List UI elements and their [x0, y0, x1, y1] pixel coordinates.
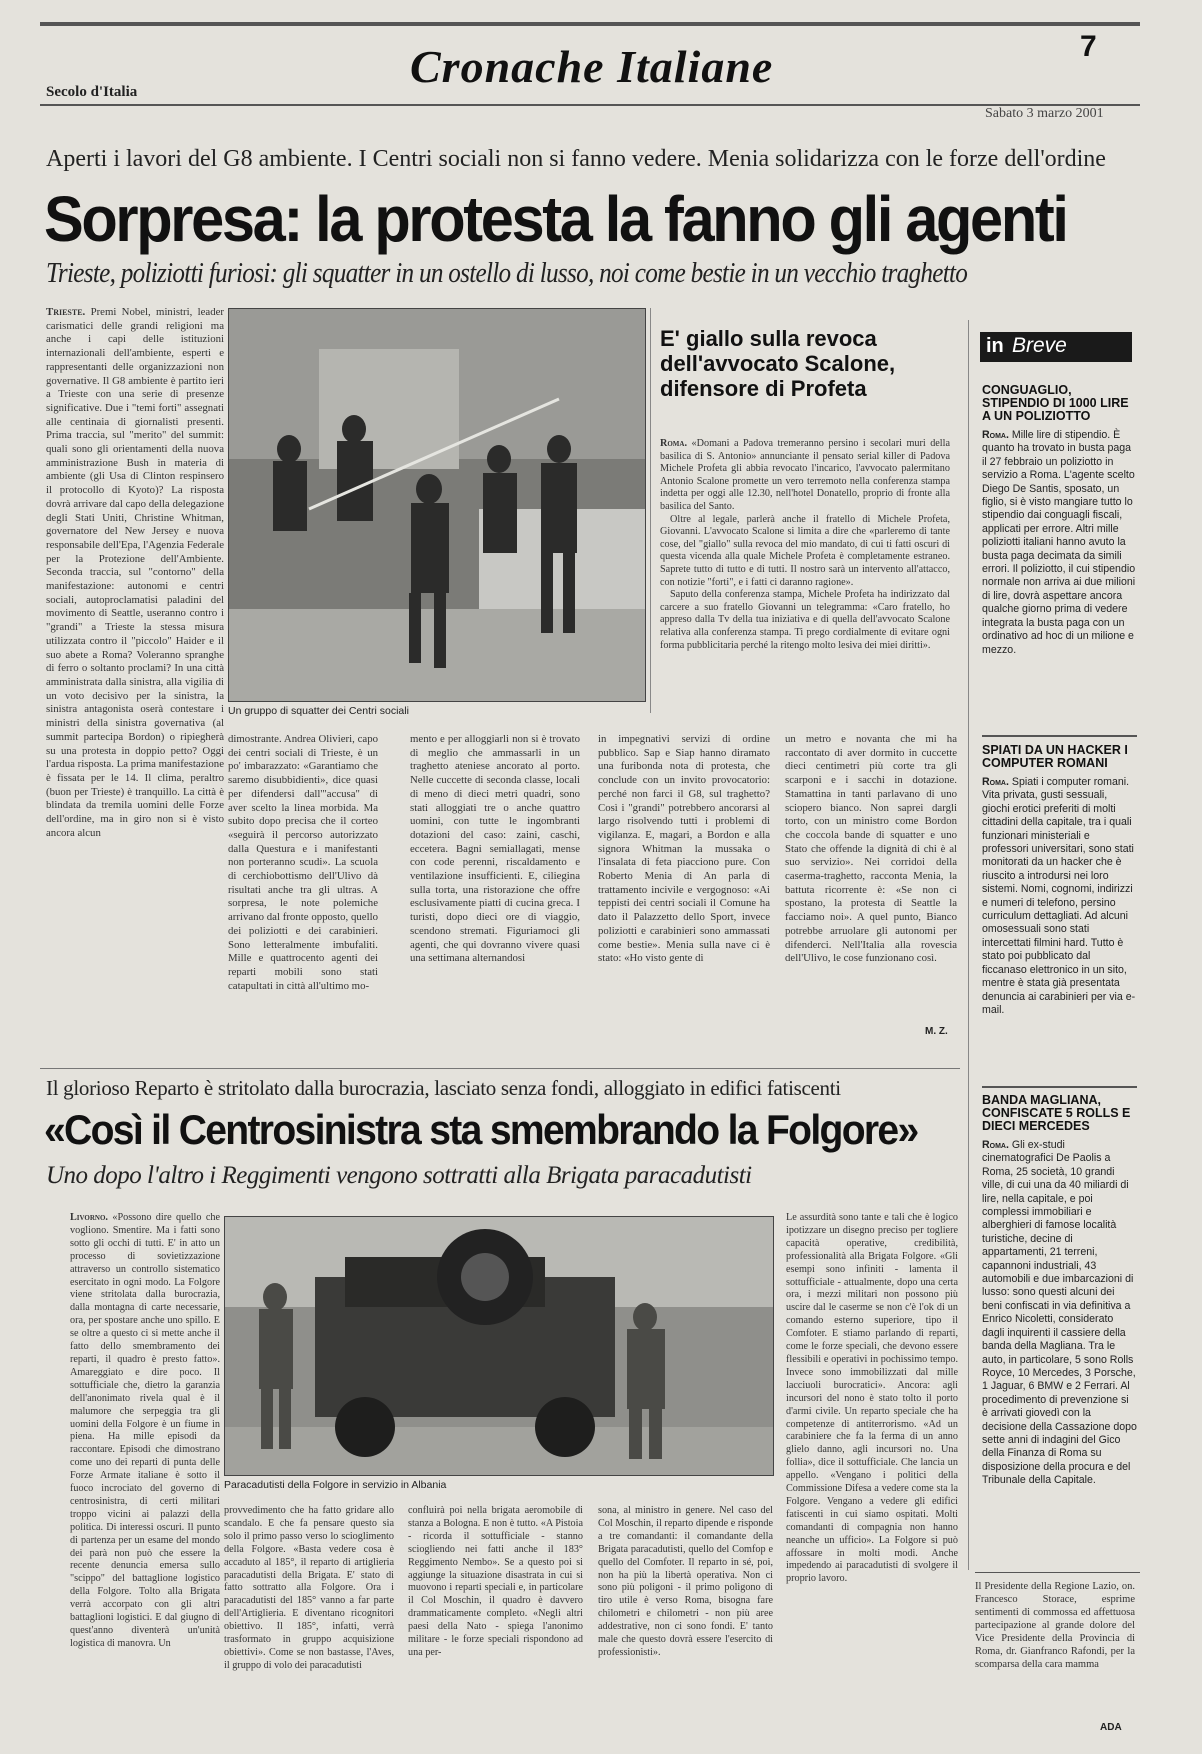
article1-text-2: dimostrante. Andrea Olivieri, capo dei centri sociali di Trieste, è un po' imbarazzato: «Garantiamo che saremo disubbidienti», dice quasi per difendersi dall'"accusa" di aver scelto la linea morbida. Ma subito dopo precisa che il corteo «seguirà il percorso autorizzato dalla Questura e i manifestanti non porteranno scudi». La scuola di cerchiobottismo dell'Ulivo dà risultati anche tra gli ultras. A sorpresa, le note polemiche arrivano dal fronte opposto, quello dei poliziotti e dei carabinieri. Sono letteralmente imbufaliti. Mille e quattrocento agenti dei reparti mobili sono stati catapultati in città all'ultimo mo-: [228, 733, 378, 992]
scalone-dateline: Roma.: [660, 438, 688, 449]
article2-dateline: Livorno.: [70, 1212, 108, 1223]
article2-text-3: confluirà poi nella brigata aeromobile di stanza a Bologna. E non è tutto. «A Pistoia - ricorda il sottufficiale - stanno sciogliendo nei fatti anche il 183° Reggimento Nembo». Se a questo poi si aggiunge la situazione disastrata in cui si muovono i reparti speciali e, in particolare il Col Moschin, il quadro è davvero drammaticamente completo. «Negli altri paesi della Nato - spiega l'anonimo militare - le forze speciali rispondono ad una per-: [408, 1505, 583, 1658]
scalone-paragraph-2: Oltre al legale, parlerà anche il fratello di Michele Profeta, Giovanni. L'avvocato Scalone si limita a dire che «parleremo di tante cose, del "giallo" sulla revoca del mio mandato, di cui ti fatti oscuri di questa vicenda alla quale Michele Profeta è completamente estraneo. Saprete tutto di tutto e di tutti. Il nostro sarà un intervento all'attacco, con notizie "forti", e i fatti ci daranno ragione».: [660, 513, 950, 588]
article1-signature: M. Z.: [925, 1026, 948, 1037]
article1-dateline: Trieste.: [46, 306, 86, 318]
article1-text-3: mento e per alloggiarli non si è trovato di meglio che ammassarli in un traghetto ateniese ancorato al porto. Nelle cuccette di seconda classe, locali di meno di dieci metri quadri, sono stati alloggiati tre o anche quattro uomini, con tutte le ingombranti dotazioni del caso: zaini, caschi, eccetera. Bagni semiallagati, mense con code perenni, riscaldamento e ventilazione insufficienti. E, ciliegina sulla torta, una ristorazione che offre esclusivamente piatti di cucina greca. I turisti, dopo dieci ore di viaggio, scendono stremati. Figuriamoci gli agenti, che qui dovranno vivere quasi una settimana alternandosi: [410, 733, 580, 965]
header-rule: [40, 104, 1140, 106]
article1-text-1: Premi Nobel, ministri, leader carismatici delle grandi religioni ma anche i capi delle istituzioni internazionali dell'ambiente, esperti e rappresentanti delle organizzazioni non governative. Il G8 ambiente è partito ieri a Trieste con una serie di presenze significative. Due i "temi forti" assegnati alle centinaia di giornalisti presenti. Prima traccia, sul "merito" del summit: quali sono gli orientamenti della nuova amministrazione Bush in materia di ambiente (gli Usa di Clinton respinsero il protocollo di Kyoto)? La risposta dovrà arrivare dal capo della delegazione degli Stati Uniti, Christine Whitman, governatore del New Jersey e nuova responsabile dell'Epa, l'Agenzia Federale per la Protezione dell'Ambiente. Seconda traccia, sul "contorno" della manifestazione: autonomi e centri sociali, autoproclamatisi paladini del movimento di Seattle, useranno contro i "grandi" a Trieste la stessa misura utilizzata contro il "piccolo" Haider e il suo abete a Roma? Voleranno spranghe di ferro o soltanto proclami? In una città amministrata dalla sinistra, alla vigilia di un voto decisivo per la sinistra, la sinistra antagonista oserà contestare i ministri della sinistra governativa (al summit partecipa Bordon) o ripiegherà su una protesta in doppio petto? Oggi l'ardua risposta. La prima manifestazione è fissata per le 14. Il clima, peraltro (buon per Trieste) è tranquillo. La città è blindata da tremila uomini delle Forze dell'ordine, ma in giro non si è visto ancora alcun: [46, 306, 224, 839]
article1-subhead: Trieste, poliziotti furiosi: gli squatter in un ostello di lusso, noi come bestie in un vecchio traghetto: [46, 258, 968, 289]
brief-2-dateline: Roma.: [982, 776, 1009, 788]
top-rule: [40, 22, 1140, 26]
brief-divider-1: [982, 735, 1137, 737]
folgore-photo: [224, 1216, 774, 1476]
brief-3-body: Gli ex-studi cinematografici De Paolis a Roma, 25 società, 10 grandi ville, di cui una da 40 miliardi di lire, nella capitale, e poi complessi immobiliari e alberghieri di famose località turistiche, decine di appartamenti, 21 terreni, capannoni industriali, 43 automobili e due imbarcazioni di lusso: sono questi alcuni dei beni confiscati in via definitiva a Enrico Nicoletti, considerato dagli inquirenti il cassiere della banda della Magliana. Tra le auto, in particolare, 5 sono Rolls Royce, 10 Mercedes, 3 Porsche, 1 Jaguar, 6 BMW e 2 Ferrari. Al procedimento di prevenzione si è arrivati giovedì con la decisione della Cassazione dopo sette anni di indagini del Gico della Finanza di Roma su disposizione della procura e del Tribunale della Capitale.: [982, 1139, 1137, 1487]
brief-3-text: [982, 1139, 1137, 1488]
scalone-headline: E' giallo sulla revoca dell'avvocato Scalone, difensore di Profeta: [660, 326, 896, 401]
article2-column-4: [598, 1505, 773, 1750]
brief-1-dateline: Roma.: [982, 429, 1009, 441]
article1-kicker: Aperti i lavori del G8 ambiente. I Centri sociali non si fanno vedere. Menia solidarizza con le forze dell'ordine: [46, 146, 1106, 172]
in-breve-label-in: in: [986, 335, 1004, 357]
article1-text-5: un metro e novanta che mi ha raccontato di aver dormito in cuccette dieci centimetri più corte tra gli scarponi e i sacchi in dotazione. Stamattina in tanti parlavano di uno sciopero bianco. Non saprei dargli torto, con un ministro come Bordon che coccola bande di squatter e uno Stato che offende la dignità di chi è al suo servizio». Nei corridoi della caserma-traghetto, racconta Menia, la battuta ricorrente è: «Se non ci spostano, la protesta di Seattle la facciamo noi». A quel punto, Bianco potrebbe arruolare gli autonomi per difenderci. Nell'Italia alla rovescia dell'Ulivo, le cose funzionano così.: [785, 733, 957, 965]
article1-text-4: in impegnativi servizi di ordine pubblico. Sap e Siap hanno diramato una furibonda nota di protesta, che conclude con un invito provocatorio: perché non farci il G8, sul traghetto? Così i "grandi" potrebbero ancorarsi al largo risolvendo tutti i problemi di vigilanza. E, magari, a Bordon e alla signora Whitman la mussaka o l'insalata di feta piacciono pure. Con Roberto Menia di An parla di trattamento incivile e vergognoso: «Ai teppisti dei centri sociali il Comune ha dato il Palazzetto dello Sport, invece poliziotti e carabinieri sono ammassati come bestie». Menia sulla nave ci è stato: «Ho visto gente di: [598, 733, 770, 965]
section-title: Cronache Italiane: [410, 41, 774, 92]
scalone-paragraph-3: Saputo della conferenza stampa, Michele Profeta ha indirizzato dal carcere a suo fratello Giovanni un telegramma: «Caro fratello, ho appreso dalla Tv della tua iniziativa e di quella dell'avvocato Scalone relativa alla conferenza stampa. Ti prego cordialmente di evitare ogni forma pubblicitaria perché la ritengo molto lesiva dei miei diritti».: [660, 589, 950, 651]
in-breve-banner: [980, 332, 1132, 362]
squatter-photo-caption: Un gruppo di squatter dei Centri sociali: [228, 705, 409, 717]
article2-column-1: [70, 1212, 220, 1702]
article1-column-1: [46, 306, 224, 1026]
folgore-photo-caption: Paracadutisti della Folgore in servizio in Albania: [224, 1479, 447, 1491]
newspaper-name: Secolo d'Italia: [46, 84, 138, 100]
issue-date: Sabato 3 marzo 2001: [985, 106, 1104, 121]
squatter-photo-image: [229, 309, 645, 701]
article1-column-3: [410, 733, 580, 1043]
scalone-text: [660, 438, 950, 708]
brief-3-title: BANDA MAGLIANA, CONFISCATE 5 ROLLS E DIECI MERCEDES: [982, 1093, 1131, 1133]
brief-3-dateline: Roma.: [982, 1139, 1009, 1151]
article2-subhead: Uno dopo l'altro i Reggimenti vengono sottratti alla Brigata paracadutisti: [46, 1162, 752, 1189]
brief-2-text: [982, 776, 1137, 1017]
folgore-photo-image: [225, 1217, 773, 1475]
scalone-paragraph-1: «Domani a Padova tremeranno persino i secolari muri della basilica di S. Antonio» annunciante il pensato serial killer di Padova Michele Profeta gli abbia revocato l'incarico, l'avvocato palermitano Antonio Scalone promette un vero terremoto nella conferenza stampa indetta per oggi alle 12.30, nell'hotel Donatello, proprio di fronte alla basilica del Santo.: [660, 438, 950, 512]
brief-1-body: Mille lire di stipendio. È quanto ha trovato in busta paga il 27 febbraio un poliziotto in servizio a Roma. L'agente scelto Diego De Santis, sposato, un figlio, si è visto mangiare tutto lo stipendio dai conguagli fiscali, applicati per errore. Altri mille poliziotti italiani hanno avuto la busta paga decimata da simili errori. Il poliziotto, il cui stipendio normale non arriva ai due milioni di lire, dovrà aspettare ancora qualche giorno prima di vedere integrata la busta paga con un ordinativo ad hoc di un milione e mezzo.: [982, 429, 1136, 656]
brief-2-title: SPIATI DA UN HACKER I COMPUTER ROMANI: [982, 743, 1128, 770]
in-breve-label-breve: Breve: [1012, 334, 1067, 357]
brief-1-text: [982, 429, 1137, 657]
brief-2-body: Spiati i computer romani. Vita privata, gusti sessuali, giochi erotici preferiti di molti cittadini della capitale, tra i quali funzionari ministeriali e professori universitari, sono stati monitorati da un hacker che è riuscito a introdursi nei loro sistemi. Nomi, cognomi, indirizzi e numeri di telefono, persino curriculum dettagliati. Ad alcuni omosessuali sono stati intercettati filmini hard. Tutto è stato poi pubblicato dal ficcanaso elettronico in un sito, mentre è stata già presentata denuncia ai carabinieri per via e-mail.: [982, 776, 1136, 1016]
scalone-left-rule: [650, 308, 651, 713]
article1-column-5: [785, 733, 957, 1023]
condolence-notice: Il Presidente della Regione Lazio, on. Francesco Storace, esprime sentimenti di commossa ed affettuosa partecipazione al grande dolore del Vice Presidente della Provincia di Roma, dr. Gianfranco Rafondi, per la scomparsa della cara mamma: [975, 1581, 1135, 1670]
article2-text-2: provvedimento che ha fatto gridare allo scandalo. E che fa pensare questo sia solo il primo passo verso lo scioglimento della Folgore. «Basta vedere cosa è accaduto al 185°, il reparto di artiglieria paracadutisti della Brigata. E' stato di fatto sottratto alla Folgore. Ora i paracadutisti del 185° vanno a far parte dell'Artiglieria. E diventano ricognitori obiettivo. Il 185°, infatti, verrà trasformato in gruppo acquisizione obiettivi». Come se non bastasse, l'Aves, il gruppo di volo dei paracadutisti: [224, 1505, 394, 1671]
sidebar-left-rule: [968, 320, 969, 1570]
page-number: 7: [1080, 30, 1097, 63]
brief-3: [982, 1094, 1137, 1488]
brief-1-title: CONGUAGLIO, STIPENDIO DI 1000 LIRE A UN POLIZIOTTO: [982, 383, 1129, 423]
article1-column-2: [228, 733, 378, 1043]
article2-kicker: Il glorioso Reparto è stritolato dalla burocrazia, lasciato senza fondi, alloggiato in edifici fatiscenti: [46, 1076, 841, 1100]
brief-1: [982, 384, 1137, 657]
article2-column-2: [224, 1505, 394, 1750]
article1-headline: Sorpresa: la protesta la fanno gli agenti: [44, 183, 1067, 255]
brief-divider-2: [982, 1086, 1137, 1088]
article2-headline: «Così il Centrosinistra sta smembrando la Folgore»: [44, 1106, 918, 1153]
brief-2: [982, 744, 1137, 1017]
article2-text-5: Le assurdità sono tante e tali che è logico ipotizzare un disegno preciso per togliere capacità operative, credibilità, professionalità alla Brigata Folgore. «Gli esempi sono infiniti - lamenta il sottufficiale - attualmente, dopo una certa ora, i mezzi militari non possono più uscire dal le caserme se non c'è l'ok di un comando esterno superiore, tipo il Comfoter. E stiamo parlando di reparti, come le forze speciali, che devono essere flessibili e operativi in pochissimo tempo. Invece sono immobilizzati dal mille lacciuoli burocratici». Ancora: agli incursori del nono è stato tolto il porto d'armi civile. Un reparto speciale che ha competenze di antiterrorismo. «Ad un carabiniere che fa la ferma di un anno glielo danno, agli incursori no. Una follia», dice il sottufficiale. Che lancia un appello. «Vengano i politici della Commissione Difesa a vedere come sta la Folgore. Vengano a vedere gli edifici fatiscenti in cui siamo ospitati. Molti comandanti di compagnia non hanno neanche un ufficio». La Folgore si può affossare in molti modi. Anche impedendo ai paracadutisti di svolgere il proprio lavoro.: [786, 1212, 958, 1585]
squatter-photo: [228, 308, 646, 702]
article2-text-1: «Possono dire quello che vogliono. Smentire. Ma i fatti sono sotto gli occhi di tutti. E' in atto un processo di sovietizzazione attraverso un controllo sistematico esercitato in ogni modo. La Folgore viene stritolata dalla burocrazia, dalla montagna di carte necessarie, ora, per spostare anche uno spillo. E se oltre a questo ci si mette anche il fatto dello smembramento dei reparti, il quadro è presto fatto». Amareggiato e dire poco. Il sottufficiale che, dietro la garanzia dell'anonimato rivela qual è il malumore che serpeggia tra gli uomini della Folgore è un fiume in piena. Ha mille episodi da raccontare. Episodi che dimostrano come uno dei reparti di punta delle Forze Armate italiane è sotto il fuoco incrociato del governo di centrosinistra, di certi militari troppo vicini ai palazzi della politica. Di interessi oscuri. Il punto di partenza per un esame del mondo dei parà non può che essere la recente denuncia emersa sullo "scippo" del battaglione logistico della Folgore. Tolto alla Brigata verrà accorpato con gli altri battaglioni logistici. E dal giugno di quest'anno diventerà un'unità logistica di manovra. Un: [70, 1212, 220, 1649]
article1-column-4: [598, 733, 770, 1043]
article2-text-4: sona, al ministro in genere. Nel caso del Col Moschin, il reparto dipende e risponde a tre comandanti: il comandante della Brigata paracadutisti, quello del Comfop e quello del Comfoter. Il reparto in sé, poi, non ha più la libertà operativa. Non ci sono più poligoni - il primo poligono di tiro utile è verso Roma, bisogna fare chilometri e chilometri - non più aree addestrative, non ci sono fondi. E' tanto male che questo dovrà essere l'esercito di professionisti».: [598, 1505, 773, 1658]
condolence-rule: [975, 1572, 1140, 1573]
ad-label: ADA: [1100, 1722, 1122, 1733]
article2-column-3: [408, 1505, 583, 1750]
article2-top-rule: [40, 1068, 960, 1069]
article2-column-5: [786, 1212, 958, 1750]
